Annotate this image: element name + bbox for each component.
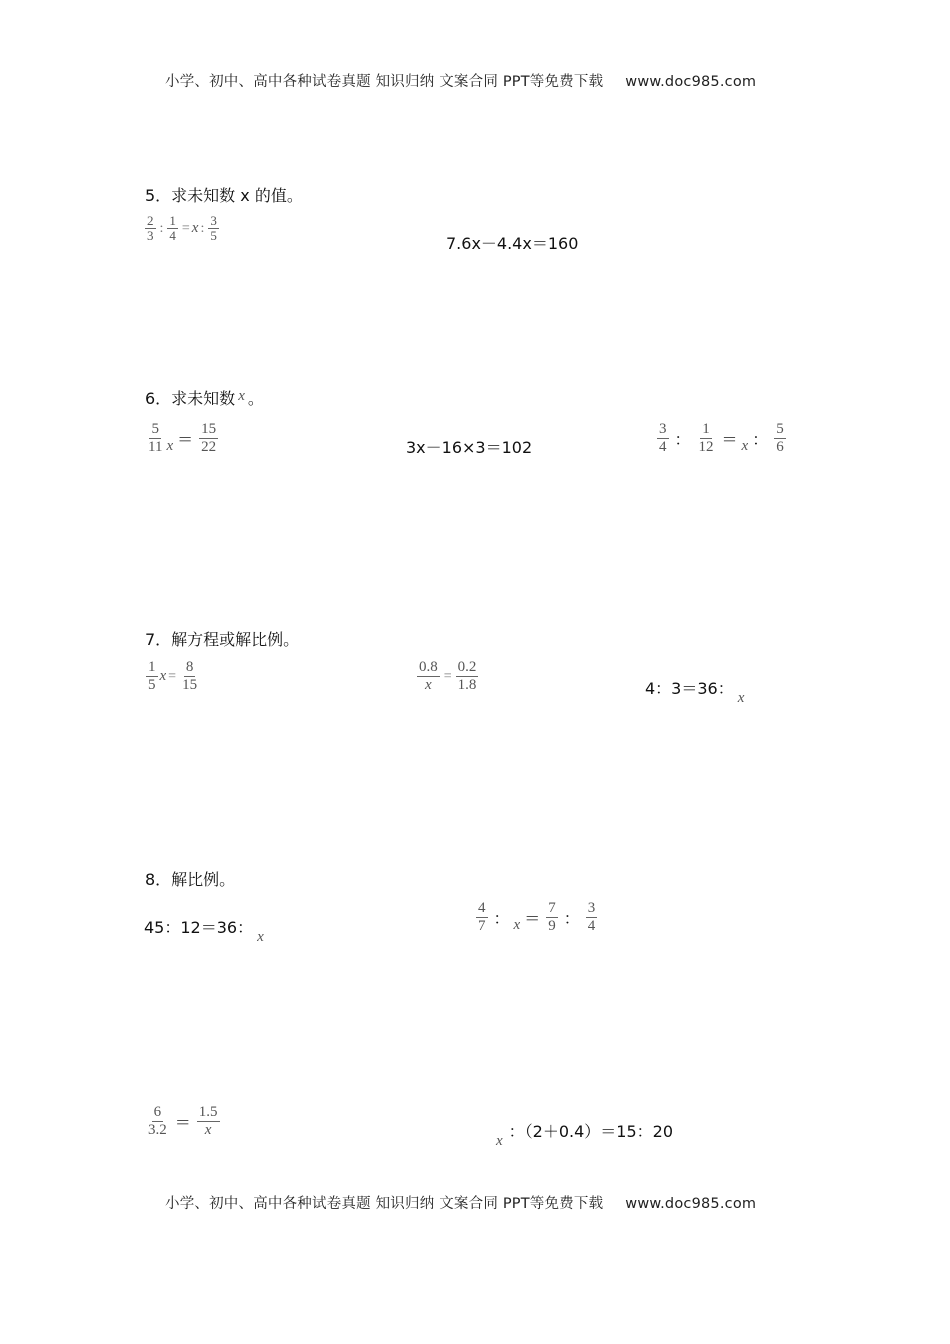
fraction: 7 9 [548, 900, 556, 934]
fraction: 3 4 [587, 900, 596, 934]
q7-equation-3: 4：3＝36： x [645, 679, 745, 706]
q8-equation-4: x ：（2＋0.4）＝15：20 [496, 1122, 674, 1149]
page-footer [165, 1192, 756, 1213]
variable-x: x [741, 438, 749, 454]
q8-equation-1: 45：12＝36： x [144, 918, 264, 945]
header-url[interactable]: www.doc985.com [625, 74, 757, 90]
q6-equation-1: 5 11 x ＝ 15 22 [148, 421, 217, 455]
fraction: $\frac{8}{15}$ [182, 659, 198, 693]
fraction: 1 5 [148, 659, 156, 693]
variable-x: x [191, 220, 199, 236]
q6-equation-2: 3x－16×3＝102 [406, 438, 533, 457]
fraction: $\frac{0.2}{1.8}$ [457, 659, 477, 693]
fraction: 2 3 [147, 213, 154, 243]
q5-equation-2: 7.6x－4.4x＝160 [446, 234, 579, 253]
fraction: 4 7 [478, 900, 486, 934]
header-text: 小学、初中、高中各种试卷真题 知识归纳 文案合同 PPT等免费下载 [165, 74, 604, 90]
fraction: $\frac{0.8}{x}$ [419, 659, 438, 693]
variable-x: x [159, 668, 167, 684]
question-8-title: 8．解比例。 [145, 870, 236, 889]
fraction: 5 6 [776, 421, 784, 455]
q8-equation-3: 6 3.2 ＝ 1.5 x [148, 1104, 218, 1138]
fraction: 6 3.2 [148, 1104, 167, 1138]
question-6-title: 6．求未知数 x 。 [145, 388, 264, 408]
variable-x: x [166, 438, 174, 454]
q7-equation-1: 1 5 x = $\frac{8}{15}$ [148, 659, 198, 693]
q6-equation-3: 3 4 ： 1 12 ＝ x ： 5 6 [659, 421, 784, 455]
variable-x: x [238, 388, 245, 404]
fraction: 1.5 x [198, 1104, 218, 1138]
variable-x: x [513, 917, 521, 933]
fraction: 5 11 [148, 421, 163, 455]
q5-equation-1: 2 3 : $\frac{1}{4}$ = x : 3 5 [147, 213, 217, 243]
q7-equation-2: $\frac{0.8}{x}$ = $\frac{0.2}{1.8}$ [419, 659, 477, 693]
fraction: 3 4 [659, 421, 667, 455]
fraction: 3 5 [210, 213, 217, 243]
fraction: 15 22 [201, 421, 217, 455]
page-header [165, 70, 756, 91]
footer-text: 小学、初中、高中各种试卷真题 知识归纳 文案合同 PPT等免费下载 [165, 1196, 604, 1212]
variable-x: x [496, 1133, 503, 1149]
variable-x: x [737, 690, 745, 706]
question-5-title: 5．求未知数 x 的值。 [145, 186, 303, 205]
question-7-title: 7．解方程或解比例。 [145, 630, 300, 649]
footer-url[interactable]: www.doc985.com [625, 1196, 757, 1212]
variable-x: x [257, 929, 264, 945]
fraction: $\frac{1}{4}$ [169, 213, 176, 243]
q8-equation-2: 4 7 ： x ＝ 7 9 ： 3 4 [478, 900, 596, 934]
fraction: 1 12 [698, 421, 714, 455]
